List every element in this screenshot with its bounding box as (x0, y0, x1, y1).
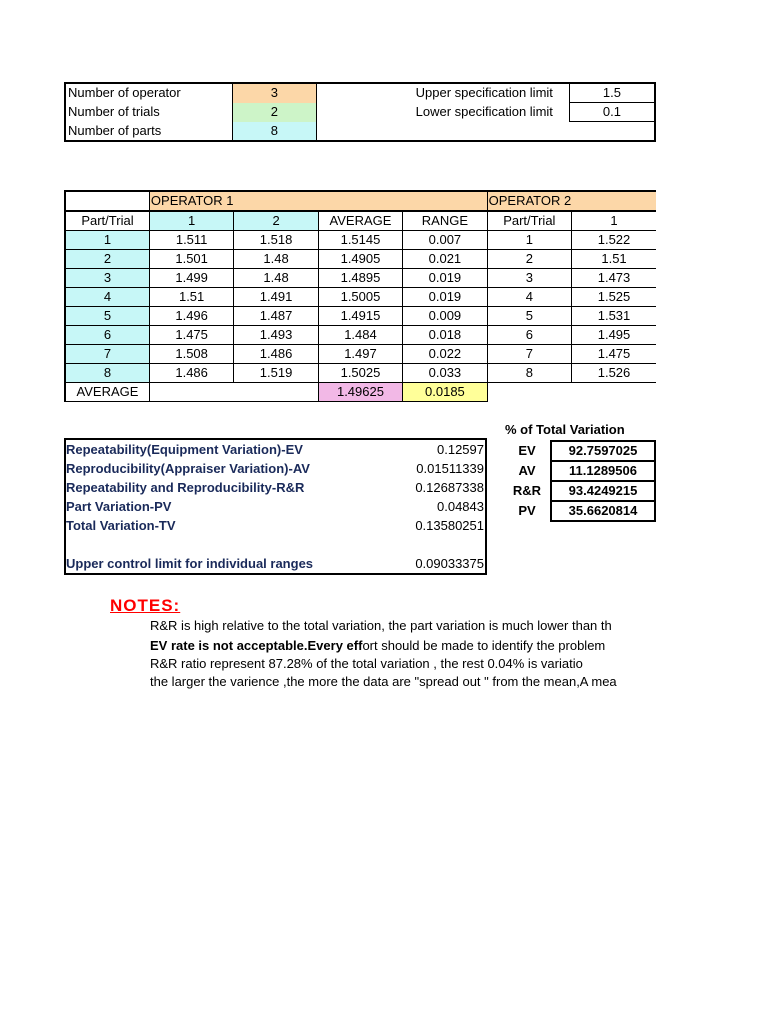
trial2-cell[interactable]: 1.48 (234, 250, 318, 269)
variation-label: Reproducibility(Appraiser Variation)-AV (66, 461, 310, 476)
header-part-trial-op2: Part/Trial (487, 211, 571, 231)
trial2-cell[interactable]: 1.487 (234, 307, 318, 326)
variation-label: Repeatability and Reproducibility-R&R (66, 480, 305, 495)
percent-key: EV (518, 443, 536, 458)
trial2-cell[interactable]: 1.493 (234, 326, 318, 345)
trial1-cell[interactable]: 1.499 (149, 269, 233, 288)
average-of-averages: 1.49625 (318, 383, 402, 402)
percent-row (504, 441, 655, 461)
variation-row (65, 459, 486, 478)
variation-label: Repeatability(Equipment Variation)-EV (66, 442, 303, 457)
variation-label: Part Variation-PV (66, 499, 172, 514)
range-cell[interactable]: 0.018 (403, 326, 487, 345)
trial2-cell[interactable]: 1.491 (234, 288, 318, 307)
part-op2-cell[interactable]: 3 (487, 269, 571, 288)
note-line-2-rest: ort should be made to identify the problem (362, 638, 606, 653)
trial1-cell[interactable]: 1.501 (149, 250, 233, 269)
range-cell[interactable]: 0.019 (403, 288, 487, 307)
range-cell[interactable]: 0.009 (403, 307, 487, 326)
average-cell[interactable]: 1.5025 (318, 364, 402, 383)
variation-label: Upper control limit for individual ranges (66, 556, 314, 571)
percent-row (504, 481, 655, 501)
range-cell[interactable]: 0.022 (403, 345, 487, 364)
average-row (65, 383, 656, 402)
header-op2-trial-1: 1 (572, 211, 656, 231)
variation-value[interactable]: 0.13580251 (415, 518, 484, 533)
variation-row (65, 478, 486, 497)
average-range: 0.0185 (403, 383, 487, 402)
op2-trial1-cell[interactable]: 1.51 (572, 250, 656, 269)
part-cell[interactable]: 1 (65, 231, 149, 250)
variation-value[interactable]: 0.01511339 (416, 461, 484, 476)
average-cell[interactable]: 1.484 (318, 326, 402, 345)
range-cell[interactable]: 0.019 (403, 269, 487, 288)
trial1-cell[interactable]: 1.486 (149, 364, 233, 383)
lsl-value[interactable]: 0.1 (569, 103, 655, 122)
note-line-3: R&R ratio represent 87.28% of the total variation , the rest 0.04% is variatio (150, 656, 583, 671)
table-row (65, 288, 656, 307)
lsl-label: Lower specification limit (415, 104, 553, 119)
average-cell[interactable]: 1.497 (318, 345, 402, 364)
variation-row (65, 497, 486, 516)
table-row (65, 326, 656, 345)
column-headers (65, 211, 656, 231)
table-row (65, 364, 656, 383)
measurement-table (64, 190, 656, 402)
header-average: AVERAGE (318, 211, 402, 231)
percent-value[interactable]: 11.1289506 (551, 461, 655, 481)
part-cell[interactable]: 3 (65, 269, 149, 288)
percent-table (504, 440, 656, 522)
percent-title: % of Total Variation (505, 422, 625, 437)
variation-table (64, 438, 487, 575)
header-range: RANGE (403, 211, 487, 231)
trial1-cell[interactable]: 1.511 (149, 231, 233, 250)
note-line-4: the larger the varience ,the more the data are "spread out " from the mean,A mea (150, 674, 617, 689)
part-op2-cell[interactable]: 2 (487, 250, 571, 269)
variation-label: Total Variation-TV (66, 518, 176, 533)
trial1-cell[interactable]: 1.496 (149, 307, 233, 326)
part-op2-cell[interactable]: 5 (487, 307, 571, 326)
num-trials-label: Number of trials (68, 104, 160, 119)
part-op2-cell[interactable]: 1 (487, 231, 571, 250)
usl-value[interactable]: 1.5 (569, 83, 655, 103)
parameters-table (64, 82, 656, 142)
variation-value[interactable]: 0.04843 (437, 499, 484, 514)
table-row (65, 231, 656, 250)
average-cell[interactable]: 1.5145 (318, 231, 402, 250)
op2-trial1-cell[interactable]: 1.526 (572, 364, 656, 383)
variation-row (65, 554, 486, 574)
part-cell[interactable]: 7 (65, 345, 149, 364)
part-op2-cell[interactable]: 4 (487, 288, 571, 307)
part-op2-cell[interactable]: 6 (487, 326, 571, 345)
variation-row (65, 516, 486, 535)
trial2-cell[interactable]: 1.486 (234, 345, 318, 364)
op2-trial1-cell[interactable]: 1.525 (572, 288, 656, 307)
range-cell[interactable]: 0.021 (403, 250, 487, 269)
trial1-cell[interactable]: 1.508 (149, 345, 233, 364)
average-label: AVERAGE (65, 383, 149, 402)
variation-value[interactable]: 0.09033375 (415, 556, 484, 571)
note-line-2 (150, 638, 657, 653)
variation-value[interactable]: 0.12687338 (415, 480, 484, 495)
trial1-cell[interactable]: 1.51 (149, 288, 233, 307)
num-operator-label: Number of operator (68, 85, 181, 101)
header-part-trial: Part/Trial (65, 211, 149, 231)
part-op2-cell[interactable]: 8 (487, 364, 571, 383)
percent-key: R&R (512, 483, 542, 498)
num-operator-value[interactable]: 3 (233, 83, 316, 103)
op2-trial1-cell[interactable]: 1.473 (572, 269, 656, 288)
table-row (65, 345, 656, 364)
part-op2-cell[interactable]: 7 (487, 345, 571, 364)
percent-key: PV (518, 503, 536, 518)
part-cell[interactable]: 2 (65, 250, 149, 269)
part-cell[interactable]: 8 (65, 364, 149, 383)
spacer-row (65, 535, 486, 554)
average-cell[interactable]: 1.4915 (318, 307, 402, 326)
part-cell[interactable]: 4 (65, 288, 149, 307)
notes-title: NOTES: (110, 596, 181, 615)
part-cell[interactable]: 6 (65, 326, 149, 345)
num-parts-value[interactable]: 8 (233, 122, 316, 142)
num-parts-label: Number of parts (68, 122, 162, 138)
trial2-cell[interactable]: 1.48 (234, 269, 318, 288)
variation-row (65, 439, 486, 459)
table-row (65, 269, 656, 288)
header-trial-1: 1 (149, 211, 233, 231)
range-cell[interactable]: 0.033 (403, 364, 487, 383)
percent-value[interactable]: 93.4249215 (551, 481, 655, 501)
op2-trial1-cell[interactable]: 1.475 (572, 345, 656, 364)
note-line-2-bold: EV rate is not acceptable.Every eff (150, 638, 363, 653)
operator1-header: OPERATOR 1 (149, 191, 487, 211)
part-cell[interactable]: 5 (65, 307, 149, 326)
op2-trial1-cell[interactable]: 1.531 (572, 307, 656, 326)
header-trial-2: 2 (234, 211, 318, 231)
percent-row (504, 501, 655, 521)
operator2-header: OPERATOR 2 (487, 191, 656, 211)
average-cell[interactable]: 1.5005 (318, 288, 402, 307)
table-row (65, 250, 656, 269)
percent-value[interactable]: 92.7597025 (551, 441, 655, 461)
percent-key: AV (518, 463, 536, 478)
op2-trial1-cell[interactable]: 1.522 (572, 231, 656, 250)
variation-value[interactable]: 0.12597 (437, 442, 484, 457)
trial1-cell[interactable]: 1.475 (149, 326, 233, 345)
table-row (65, 307, 656, 326)
average-cell[interactable]: 1.4905 (318, 250, 402, 269)
note-line-1: R&R is high relative to the total variation, the part variation is much lower than th (150, 618, 612, 633)
percent-row (504, 461, 655, 481)
op2-trial1-cell[interactable]: 1.495 (572, 326, 656, 345)
num-trials-value[interactable]: 2 (233, 103, 316, 122)
trial2-cell[interactable]: 1.518 (234, 231, 318, 250)
usl-label: Upper specification limit (415, 85, 553, 101)
trial2-cell[interactable]: 1.519 (234, 364, 318, 383)
range-cell[interactable]: 0.007 (403, 231, 487, 250)
percent-value[interactable]: 35.6620814 (551, 501, 655, 521)
average-cell[interactable]: 1.4895 (318, 269, 402, 288)
